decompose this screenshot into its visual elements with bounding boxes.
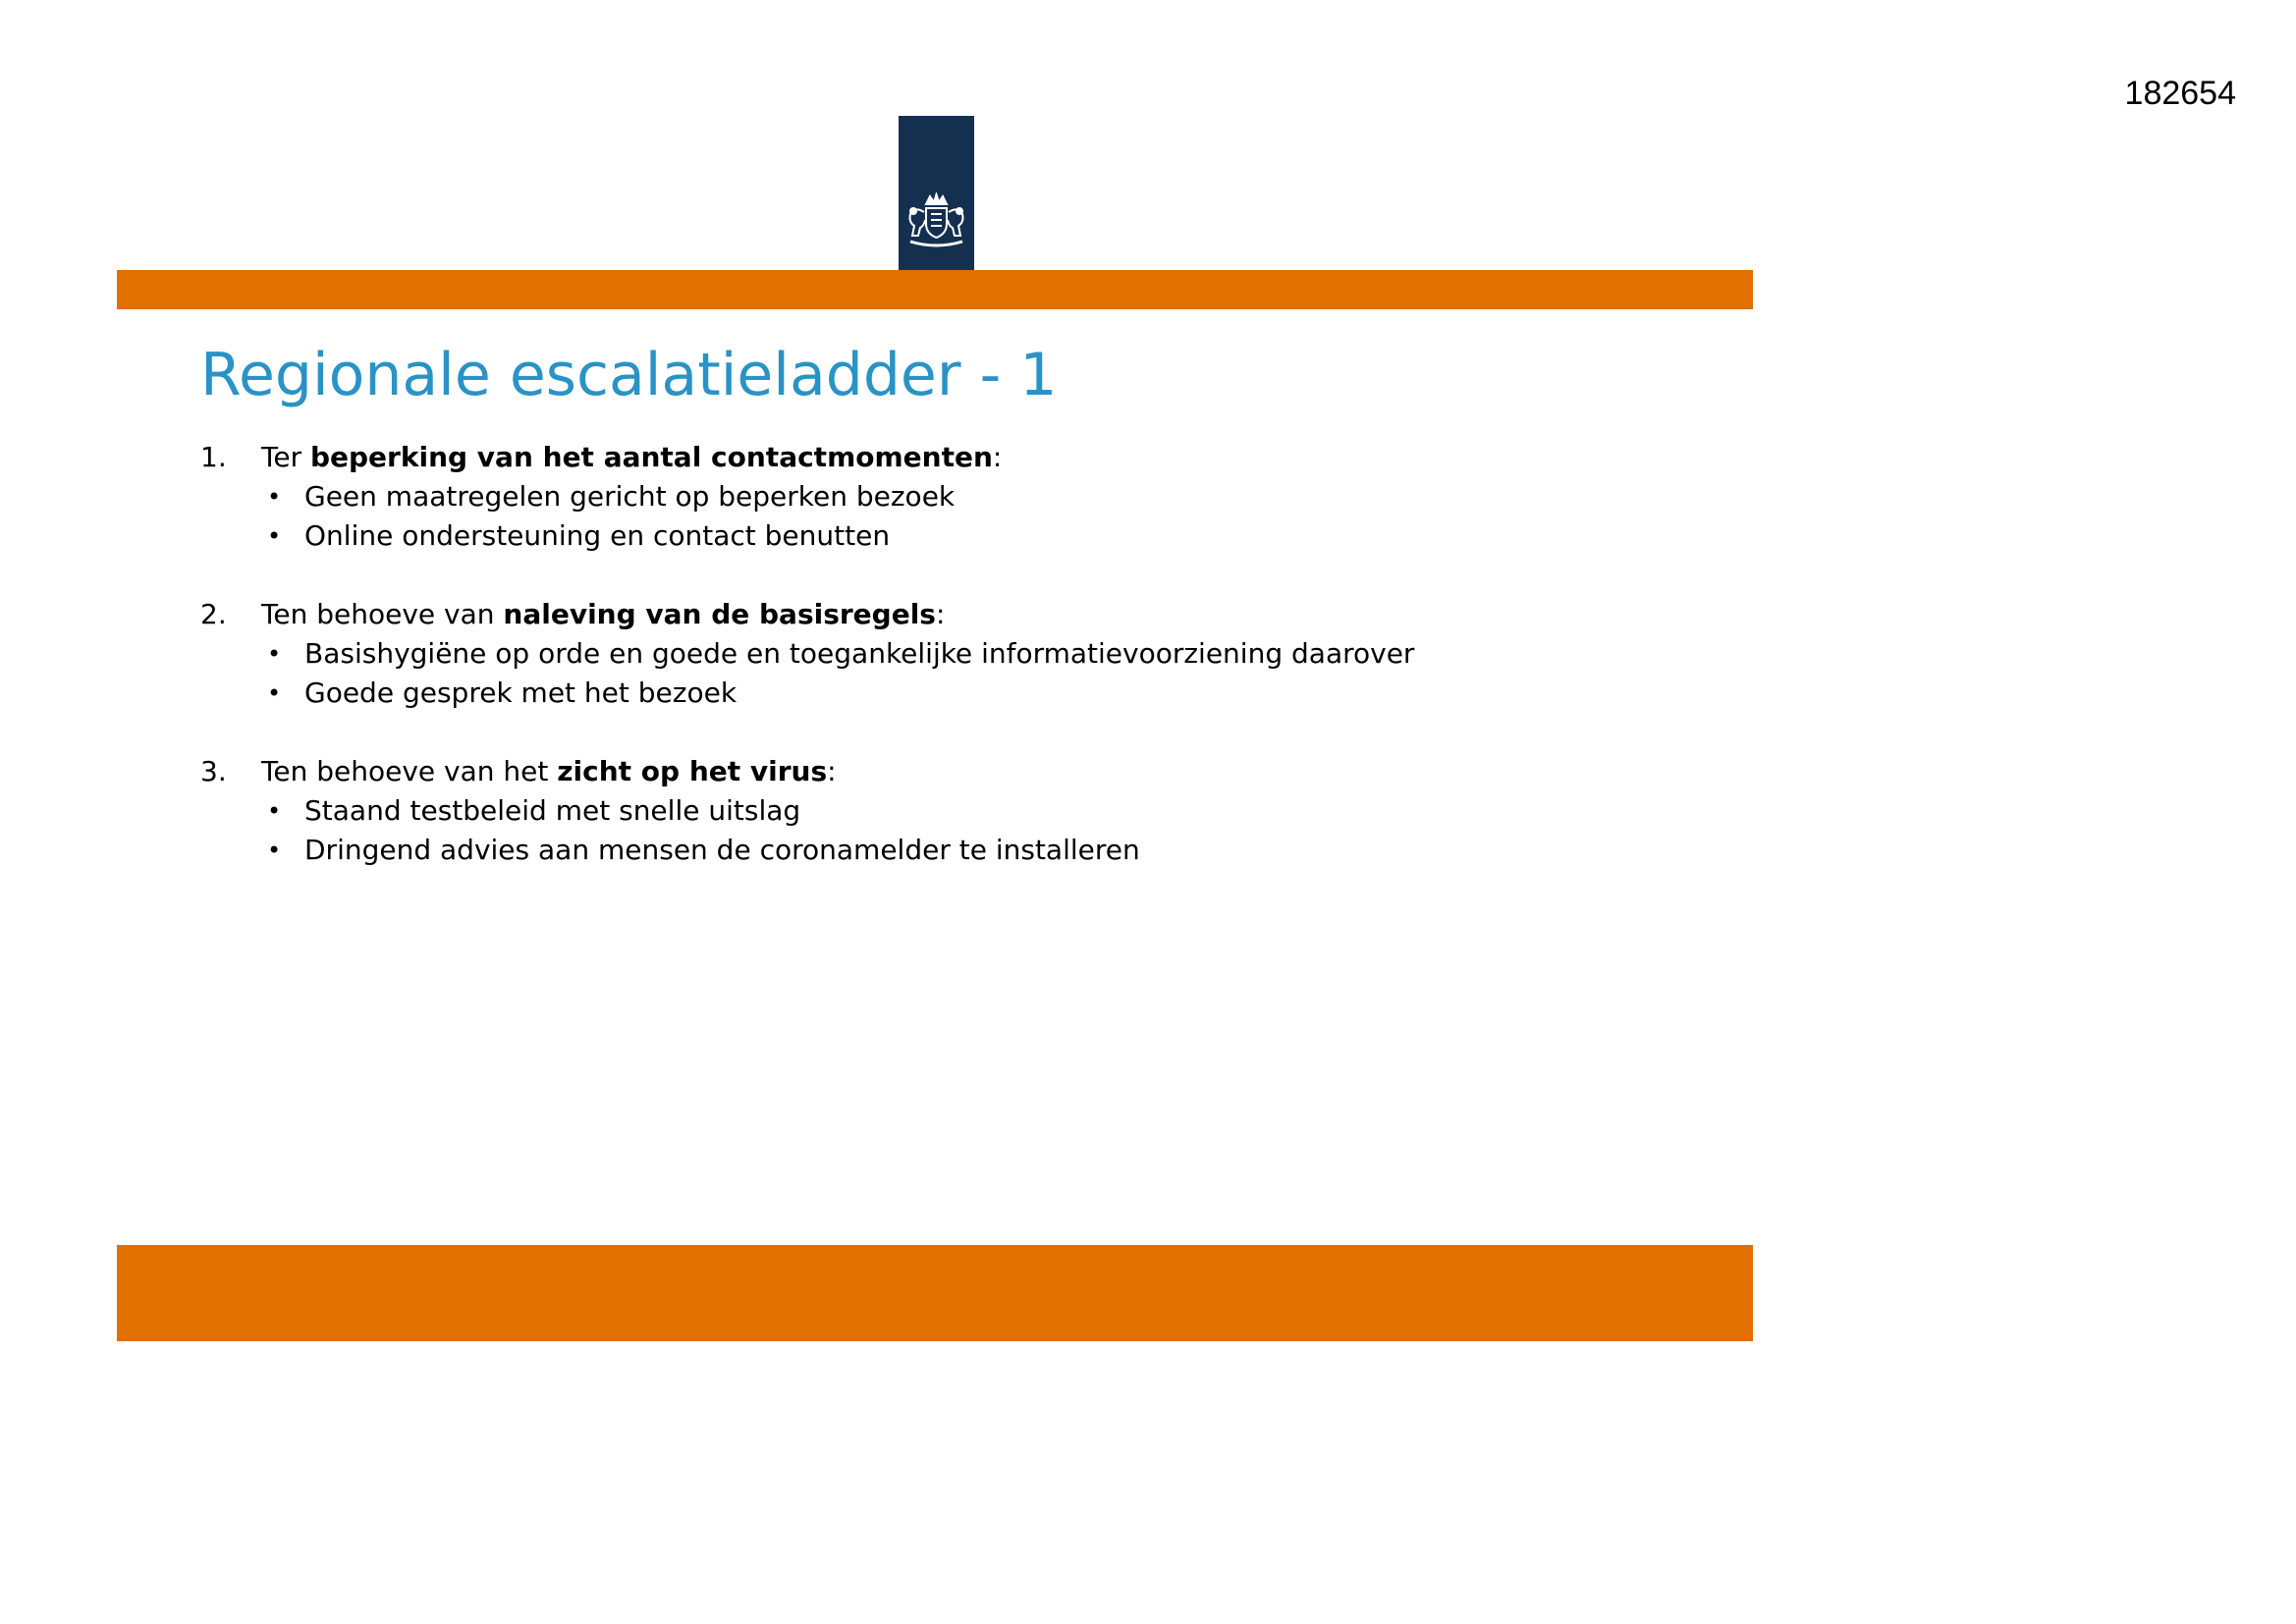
- section-emphasis: zicht op het virus: [557, 755, 828, 787]
- bullet-icon: •: [267, 522, 282, 550]
- bullet-item: [267, 516, 1673, 556]
- list-item: [200, 595, 1673, 713]
- section-heading: [200, 752, 1673, 791]
- bullet-text: Online ondersteuning en contact benutten: [304, 519, 891, 552]
- bullet-text: Dringend advies aan mensen de coronamelder te installeren: [304, 834, 1140, 866]
- list-item: [200, 752, 1673, 870]
- bullet-icon: •: [267, 483, 282, 511]
- bullet-item: [267, 477, 1673, 516]
- section-intro: Ten behoeve van: [261, 598, 504, 630]
- bullet-text: Geen maatregelen gericht op beperken bezoek: [304, 480, 956, 513]
- section-heading: [200, 438, 1673, 477]
- section-number: 3.: [200, 755, 227, 787]
- bullet-text: Goede gesprek met het bezoek: [304, 677, 738, 709]
- bullet-list: [200, 634, 1673, 713]
- section-number: 1.: [200, 441, 227, 473]
- section-number: 2.: [200, 598, 227, 630]
- bullet-item: [267, 674, 1673, 713]
- document-number: 182654: [2124, 75, 2236, 112]
- footer-accent-bar: [117, 1245, 1753, 1341]
- section-heading: [200, 595, 1673, 634]
- bullet-icon: •: [267, 640, 282, 668]
- bullet-icon: •: [267, 797, 282, 825]
- section-suffix: :: [992, 441, 1003, 473]
- bullet-text: Staand testbeleid met snelle uitslag: [304, 794, 801, 827]
- bullet-item: [267, 791, 1673, 831]
- section-emphasis: beperking van het aantal contactmomenten: [309, 441, 993, 473]
- bullet-icon: •: [267, 679, 282, 707]
- list-item: [200, 438, 1673, 556]
- bullet-list: [200, 791, 1673, 870]
- bullet-icon: •: [267, 837, 282, 864]
- slide-title: Regionale escalatieladder - 1: [200, 341, 1058, 409]
- bullet-item: [267, 634, 1673, 674]
- royal-coat-of-arms-icon: [904, 192, 968, 249]
- section-emphasis: naleving van de basisregels: [503, 598, 936, 630]
- section-suffix: :: [935, 598, 946, 630]
- bullet-item: [267, 831, 1673, 870]
- bullet-list: [200, 477, 1673, 556]
- government-logo: [899, 116, 974, 270]
- bullet-text: Basishygiëne op orde en goede en toegankelijke informatievoorziening daarover: [304, 637, 1415, 670]
- escalation-list: [200, 438, 1673, 909]
- header-accent-bar: [117, 270, 1753, 309]
- section-intro: Ten behoeve van het: [261, 755, 558, 787]
- section-intro: Ter: [261, 441, 310, 473]
- section-suffix: :: [827, 755, 837, 787]
